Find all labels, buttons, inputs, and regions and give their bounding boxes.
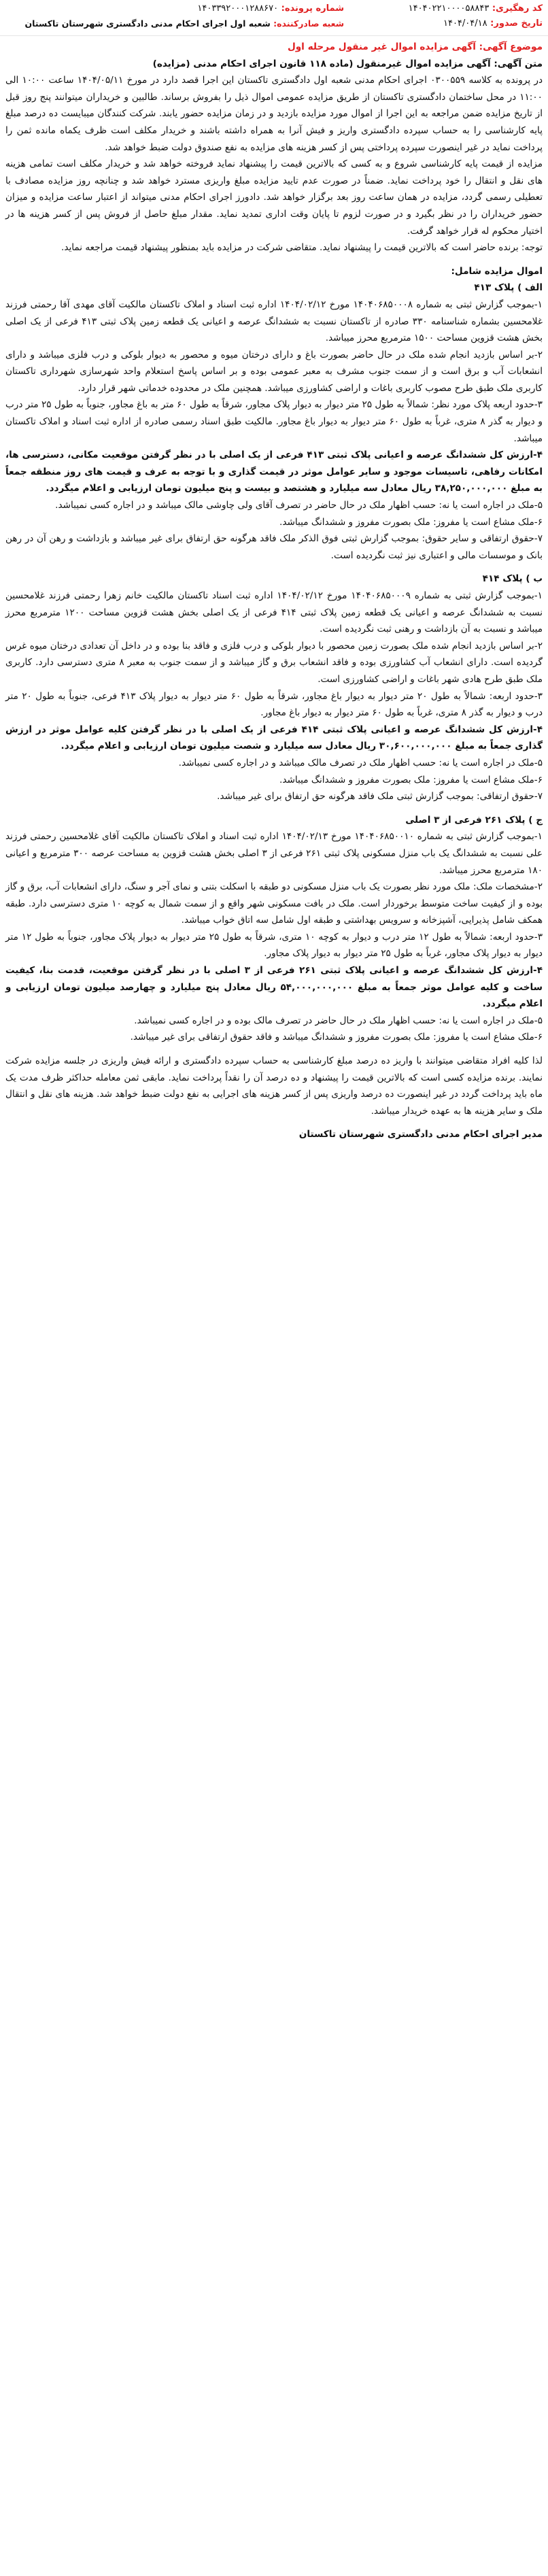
case-value: ۱۴۰۳۳۹۲۰۰۰۱۲۸۸۶۷۰	[197, 3, 279, 14]
plot2-limits: ۳-حدود اربعه: شمالاً به طول ۲۰ متر دیوار به دیوار باغ مجاور، شرقاً به طول ۶۰ متر دیوار به دیوار پلاک ۴۱۳ فرعی، جنوباً به طول ۲۰ متر درب و دیوار به گذر ۸ متری، غرباً به طول ۶۰ متر دیوار به دیوار باغ مجاور.	[5, 690, 543, 719]
document-body	[0, 36, 548, 1150]
plot3-desc: ۲-مشخصات ملک: ملک مورد نظر بصورت یک باب منزل مسکونی دو طبقه با اسکلت بتنی و نمای آجر و سنگ، دارای انشعابات آب، برق و گاز بوده و از کیفیت ساخت متوسط برخوردار است. ملک در بافت مسکونی شهر واقع و از سمت شمال به کوچه ۱۰ متری دسترسی دارد. طبقه همکف شامل پذیرایی، آشپزخانه و سرویس بهداشتی و طبقه اول شامل سه اتاق خواب میباشد.	[5, 881, 543, 926]
plot1-body: ۱-بموجب گزارش ثبتی به شماره ۱۴۰۴۰۶۸۵۰۰۰۸ مورخ ۱۴۰۴/۰۲/۱۲ اداره ثبت اسناد و املاک تاکستان مالکیت آقای مهدی آقا رحمتی فرزند غلامحسین بشماره شناسنامه ۳۳۰ صادره از تاکستان نسبت به ششدانگ عرصه و اعیانی یک قطعه زمین پلاک ثبتی ۴۱۳ فرعی از یک اصلی بخش هشت قزوین مساحت ۱۵۰۰ مترمربع محرز میباشد.	[5, 299, 543, 344]
intro-paragraph: در پرونده به کلاسه ۰۳۰۰۵۵۹ اجرای احکام مدنی شعبه اول دادگستری تاکستان این اجرا قصد دارد در مورخ ۱۴۰۴/۰۵/۱۱ ساعت ۱۰:۰۰ الی ۱۱:۰۰ در محل ساختمان دادگستری تاکستان از طریق مزایده عمومی اموال ذیل را بفروش برساند. طالبین و خریداران میتوانند پنج روز قبل از تاریخ مزایده ضمن مراجعه به این اجرا از اموال مورد مزایده بازدید و در زمان مزایده حضور یابند. شرکت کنندگان میبایست ده درصد مبلغ پایه کارشناسی را به حساب سپرده دادگستری واریز و فیش آنرا به همراه داشته باشند و خریدار مکلف است ظرف یکماه مانده ثمن را پرداخت نماید در غیر اینصورت سپرده پرداختی پس از کسر هزینه های مزایده به نفع صندوق دولت ضبط خواهد شد.	[5, 75, 543, 153]
plot1-limits: ۳-حدود اربعه پلاک مورد نظر: شمالاً به طول ۲۵ متر دیوار به دیوار پلاک مجاور، شرقاً به طول ۶۰ متر به باغ مجاور، جنوباً به طول ۲۵ متر درب و دیوار به گذر ۸ متری، غرباً به طول ۶۰ متر دیوار به دیوار باغ مجاور. مالکیت طبق اسناد رسمی صادره از اداره ثبت اسناد و املاک تاکستان میباشد.	[5, 399, 543, 444]
plot3-note: ۵-ملک در اجاره است یا نه: حسب اظهار ملک در حال حاضر در تصرف مالک بوده و در اجاره کسی نمیباشد.	[134, 1015, 543, 1026]
plot3-body: ۱-بموجب گزارش ثبتی به شماره ۱۴۰۴۰۶۸۵۰۰۱۰ مورخ ۱۴۰۴/۰۲/۱۳ اداره ثبت اسناد و املاک تاکستان مالکیت آقای غلامحسین رحمتی فرزند علی نسبت به ششدانگ یک باب منزل مسکونی پلاک ثبتی ۲۶۱ فرعی از ۳ اصلی بخش هشت قزوین به مساحت عرصه ۳۰۰ مترمربع و اعیانی ۱۸۰ مترمربع محرز میباشد.	[5, 831, 543, 876]
header-right-block	[409, 1, 543, 31]
plot2-value: ۴-ارزش کل ششدانگ عرصه و اعیانی پلاک ثبتی ۴۱۴ فرعی از یک اصلی با در نظر گرفتن کلیه عوامل موثر در ارزش گذاری جمعاً به مبلغ ۳۰,۶۰۰,۰۰۰,۰۰۰ ریال معادل سه میلیارد و شصت میلیون تومان ارزیابی و اعلام میگردد.	[5, 724, 543, 752]
agency-value: شعبه اول اجرای احکام مدنی دادگستری شهرستان تاکستان	[24, 18, 271, 29]
plot1-title: الف ) پلاک ۴۱۳	[474, 282, 543, 294]
plot2-title: ب ) پلاک ۴۱۴	[482, 573, 543, 585]
plot2-note3: ۷-حقوق ارتفاقی: بموجب گزارش ثبتی ملک فاقد هرگونه حق ارتفاق برای غیر میباشد.	[217, 791, 543, 802]
agency-label: شعبه صادرکننده:	[270, 18, 344, 29]
header-center-block	[25, 1, 344, 31]
plot2-note2: ۶-ملک مشاع است یا مفروز: ملک بصورت مفروز و ششدانگ میباشد.	[279, 774, 543, 785]
intro-title: متن آگهی: آگهی مزایده اموال غیرمنقول (ماده ۱۱۸ قانون اجرای احکام مدنی (مزایده)	[152, 58, 543, 69]
plot2-body: ۱-بموجب گزارش ثبتی به شماره ۱۴۰۴۰۶۸۵۰۰۰۹ مورخ ۱۴۰۴/۰۲/۱۲ اداره ثبت اسناد تاکستان مالکیت خانم زهرا رحمتی فرزند غلامحسین نسبت به ششدانگ عرصه و اعیانی یک قطعه زمین پلاک ثبتی ۴۱۴ فرعی از یک اصلی بخش هشت قزوین مساحت ۱۲۰۰ مترمربع محرز میباشد و نسبت به آن بازداشت و رهنی ثبت نگردیده است.	[5, 590, 543, 635]
plot3-value: ۴-ارزش کل ششدانگ عرصه و اعیانی پلاک ثبتی ۲۶۱ فرعی از ۳ اصلی با در نظر گرفتن موقعیت، قدمت بنا، کیفیت ساخت و کلیه عوامل موثر جمعاً به مبلغ ۵۴,۰۰۰,۰۰۰,۰۰۰ ریال معادل پنج میلیارد و چهارصد میلیون تومان ارزیابی و اعلام میگردد.	[5, 965, 543, 1010]
date-row	[409, 16, 543, 31]
plot3-title: ج ) پلاک ۲۶۱ فرعی از ۳ اصلی	[405, 814, 543, 826]
property-section-title: اموال مزایده شامل:	[451, 265, 543, 277]
document-page	[0, 0, 548, 1150]
date-value: ۱۴۰۴/۰۴/۱۸	[443, 18, 487, 29]
document-header	[0, 0, 548, 36]
signature: مدیر اجرای احکام مدنی دادگستری شهرستان تاکستان	[298, 1129, 543, 1140]
plot2-note: ۵-ملک در اجاره است یا نه: حسب اظهار ملک در تصرف مالک میباشد و در اجاره کسی نمیباشد.	[178, 757, 543, 768]
intro-paragraph-3: توجه: برنده حاضر است که بالاترین قیمت را پیشنهاد نماید. متقاضی شرکت در مزایده باید بمنظور پیشنهاد قیمت مراجعه نماید.	[61, 242, 543, 254]
case-row	[25, 1, 344, 16]
plot1-value: ۴-ارزش کل ششدانگ عرصه و اعیانی پلاک ثبتی ۴۱۳ فرعی از یک اصلی با در نظر گرفتن موقعیت مکانی، دسترسی ها، امکانات رفاهی، تاسیسات موجود و سایر عوامل موثر در قیمت گذاری و با توجه به عرف و قیمت های روز منطقه جمعاً به مبلغ ۳۸,۲۵۰,۰۰۰,۰۰۰ ریال معادل سه میلیارد و هشتصد و بیست و پنج میلیون تومان ارزیابی و اعلام میگردد.	[5, 450, 543, 494]
tracking-row	[409, 1, 543, 16]
plot1-note: ۵-ملک در اجاره است یا نه: حسب اظهار ملک در حال حاضر در تصرف آقای ولی چاوشی مالک میباشد و در اجاره کسی نمیباشد.	[55, 500, 543, 511]
intro-paragraph-2: مزایده از قیمت پایه کارشناسی شروع و به کسی که بالاترین قیمت را پیشنهاد نماید فروخته خواهد شد و خریدار مکلف است تمامی هزینه های نقل و انتقال را خود پرداخت نماید. ضمناً در صورت عدم تایید مزایده مبلغ واریزی مسترد خواهد شد و چنانچه روز مزایده مصادف با تعطیلی رسمی گردد، مزایده در همان ساعت روز بعد برگزار خواهد شد. دادورز اجرای احکام مدنی میتواند از اعتبار ساعت مزایده و میزان حضور خریداران را در نظر بگیرد و در صورت لزوم تا پایان وقت اداری تمدید نماید. مقدار مبلغ حاصل از فروش پس از کسر هزینه ها در اختیار محکوم له قرار خواهد گرفت.	[5, 158, 543, 237]
agency-row	[25, 16, 344, 31]
tracking-label: کد رهگیری:	[489, 3, 543, 14]
subject-line: موضوع آگهی: آگهی مزایده اموال غیر منقول مرحله اول	[287, 41, 543, 52]
tracking-value: ۱۴۰۴۰۲۲۱۰۰۰۰۵۸۸۴۳	[408, 3, 490, 14]
plot2-desc: ۲-بر اساس بازدید انجام شده ملک بصورت زمین محصور با دیوار بلوکی و درب فلزی و فاقد بنا بوده و در داخل آن تعدادی درختان میوه غرس گردیده است. دارای انشعاب آب کشاورزی بوده و فاقد انشعاب برق و گاز میباشد و از سمت جنوب به معبر ۸ متری دسترسی دارد. کاربری ملک طبق طرح هادی شهر باغات و اراضی کشاورزی است.	[5, 640, 543, 685]
plot1-desc: ۲-بر اساس بازدید انجام شده ملک در حال حاضر بصورت باغ و دارای درختان میوه و محصور به دیوار بلوکی و درب فلزی میباشد و دارای انشعابات آب و برق است و از سمت جنوب مشرف به معبر عمومی بوده و بر اساس پاسخ استعلام واحد شهرسازی شهرداری تاکستان کاربری ملک طبق طرح مصوب کاربری باغات و اراضی کشاورزی میباشد. همچنین ملک در محدوده خدماتی شهر قرار دارد.	[5, 349, 543, 394]
plot3-limits: ۳-حدود اربعه: شمالاً به طول ۱۲ متر درب و دیوار به کوچه ۱۰ متری، شرقاً به طول ۲۵ متر دیوار به دیوار پلاک مجاور، جنوباً به طول ۱۲ متر دیوار به دیوار پلاک مجاور، غرباً به طول ۲۵ متر دیوار به دیوار پلاک مجاور.	[5, 931, 543, 960]
date-label: تاریخ صدور:	[487, 18, 543, 29]
plot3-note2: ۶-ملک مشاع است یا مفروز: ملک بصورت مفروز و ششدانگ میباشد و فاقد حقوق ارتفاقی برای غیر میباشد.	[130, 1032, 543, 1043]
plot1-note3: ۷-حقوق ارتفاقی و سایر حقوق: بموجب گزارش ثبتی فوق الذکر ملک فاقد هرگونه حق ارتفاق برای غیر میباشد و بازداشت و رهن آن در رهن بانک و موسسات مالی و اعتباری نیز ثبت نگردیده است.	[5, 533, 543, 561]
plot1-note2: ۶-ملک مشاع است یا مفروز: ملک بصورت مفروز و ششدانگ میباشد.	[279, 516, 543, 528]
closing-paragraph: لذا کلیه افراد متقاضی میتوانند با واریز ده درصد مبلغ کارشناسی به حساب سپرده دادگستری و ارائه فیش واریزی در جلسه مزایده شرکت نمایند. برنده مزایده کسی است که بالاترین قیمت را پیشنهاد و ده درصد آن را نقداً پرداخت نماید. مابقی ثمن معامله حداکثر ظرف مدت یک ماه باید پرداخت گردد در غیر اینصورت ده درصد واریزی پس از کسر هزینه های اجرایی به نفع دولت ضبط خواهد شد. هزینه های نقل و انتقال ملک و سایر هزینه ها به عهده خریدار میباشد.	[5, 1055, 543, 1117]
case-label: شماره پرونده:	[278, 3, 344, 14]
